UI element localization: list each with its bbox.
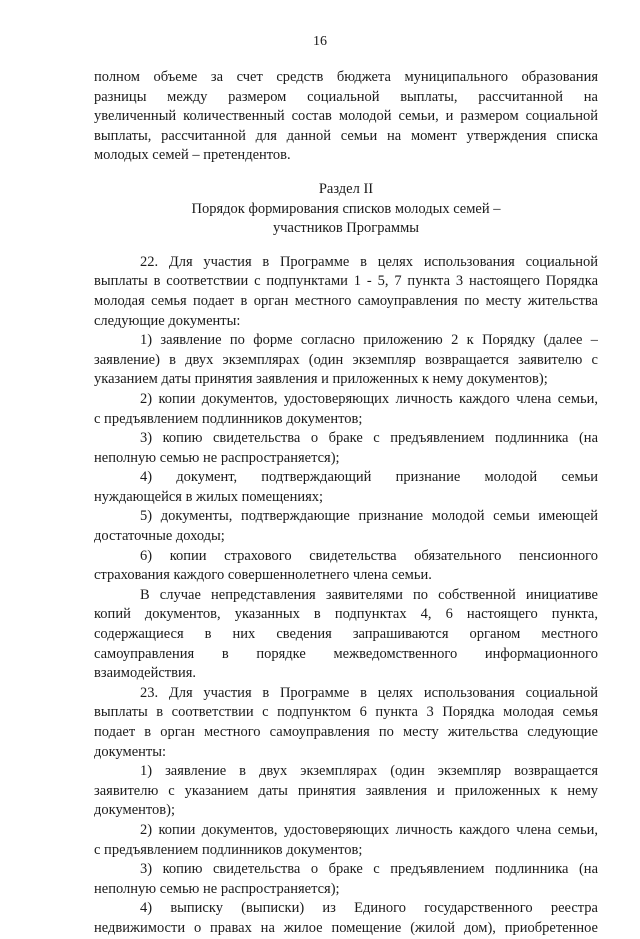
paragraph-line: копий документов, указанных в подпунктах 4, 6 настоящего пункта, (94, 606, 598, 623)
paragraph-line: молодая семья подает в орган местного самоуправления по месту жительства (94, 292, 598, 309)
paragraph-line: подает в орган местного самоуправления по месту жительства следующие (94, 724, 598, 740)
paragraph-line: 4) выписку (выписки) из Единого государственного реестра (140, 900, 598, 917)
paragraph-line: неполную семью не распространяется); (94, 449, 340, 466)
paragraph-line: 2) копии документов, удостоверяющих личность каждого члена семьи, (140, 390, 598, 407)
paragraph-line: достаточные доходы; (94, 528, 225, 545)
paragraph-line: В случае непредставления заявителями по собственной инициативе (140, 586, 598, 603)
paragraph-line: 3) копию свидетельства о браке с предъявлением подлинника (на (140, 430, 598, 447)
intro-line: увеличенный количественный состав молодой семьи, и размером социальной (94, 108, 598, 125)
paragraph-line: заявление) в двух экземплярах (один экземпляр возвращается заявителю с (94, 351, 598, 368)
intro-line: молодых семей – претендентов. (94, 147, 291, 164)
paragraph-line: нуждающейся в жилых помещениях; (94, 488, 324, 505)
paragraph-line: 3) копию свидетельства о браке с предъявлением подлинника (на (140, 861, 598, 878)
paragraph-line: заявителю с указанием даты принятия заявления и приложенных к нему (94, 782, 598, 799)
spacer (94, 239, 598, 253)
page-number: 16 (313, 34, 327, 49)
paragraph-line: неполную семью не распространяется); (94, 880, 340, 897)
paragraph-line: документов); (94, 802, 175, 819)
paragraph-line: документы: (94, 743, 167, 760)
paragraph-line: содержащиеся в них сведения запрашиваются органом местного (94, 626, 598, 643)
paragraph-line: указанием даты принятия заявления и приложенных к нему документов); (94, 371, 548, 388)
paragraph-line: самоуправления в порядке межведомственного информационного (94, 645, 598, 662)
spacer (94, 166, 598, 180)
section-label: Раздел II (318, 180, 374, 197)
paragraph-line: 23. Для участия в Программе в целях использования социальной (140, 684, 598, 701)
paragraph-line: 5) документы, подтверждающие признание молодой семьи имеющей (140, 508, 598, 525)
paragraph-line: недвижимости о правах на жилое помещение (жилой дом), приобретенное (94, 919, 598, 936)
paragraph-line: 1) заявление по форме согласно приложению 2 к Порядку (далее – (140, 332, 598, 349)
document-body (94, 68, 598, 939)
paragraph-line: 6) копии страхового свидетельства обязательного пенсионного (140, 547, 598, 564)
section-title-line: участников Программы (273, 220, 419, 237)
paragraph-line: следующие документы: (94, 312, 241, 329)
paragraph-line: с предъявлением подлинников документов; (94, 841, 363, 858)
paragraph-line: 22. Для участия в Программе в целях использования социальной (140, 253, 598, 270)
intro-line: разницы между размером социальной выплаты, рассчитанной на (94, 88, 598, 105)
intro-line: полном объеме за счет средств бюджета муниципального образования (94, 69, 598, 85)
paragraph-line: с предъявлением подлинников документов; (94, 410, 363, 427)
paragraph-line: 2) копии документов, удостоверяющих личность каждого члена семьи, (140, 821, 598, 838)
intro-line: выплаты, рассчитанной для данной семьи на момент утверждения списка (94, 127, 598, 144)
section-title-line: Порядок формирования списков молодых семей – (191, 200, 501, 217)
paragraph-line: взаимодействия. (94, 665, 197, 682)
paragraph-line: страхования каждого совершеннолетнего члена семьи. (94, 567, 432, 584)
paragraph-line: выплаты в соответствии с подпунктами 1 - 5, 7 пункта 3 настоящего Порядка (94, 273, 598, 290)
paragraph-line: 1) заявление в двух экземплярах (один экземпляр возвращается (140, 763, 598, 780)
paragraph-line: 4) документ, подтверждающий признание молодой семьи (140, 469, 598, 486)
paragraph-line: выплаты в соответствии с подпунктом 6 пункта 3 Порядка молодая семья (94, 704, 598, 721)
